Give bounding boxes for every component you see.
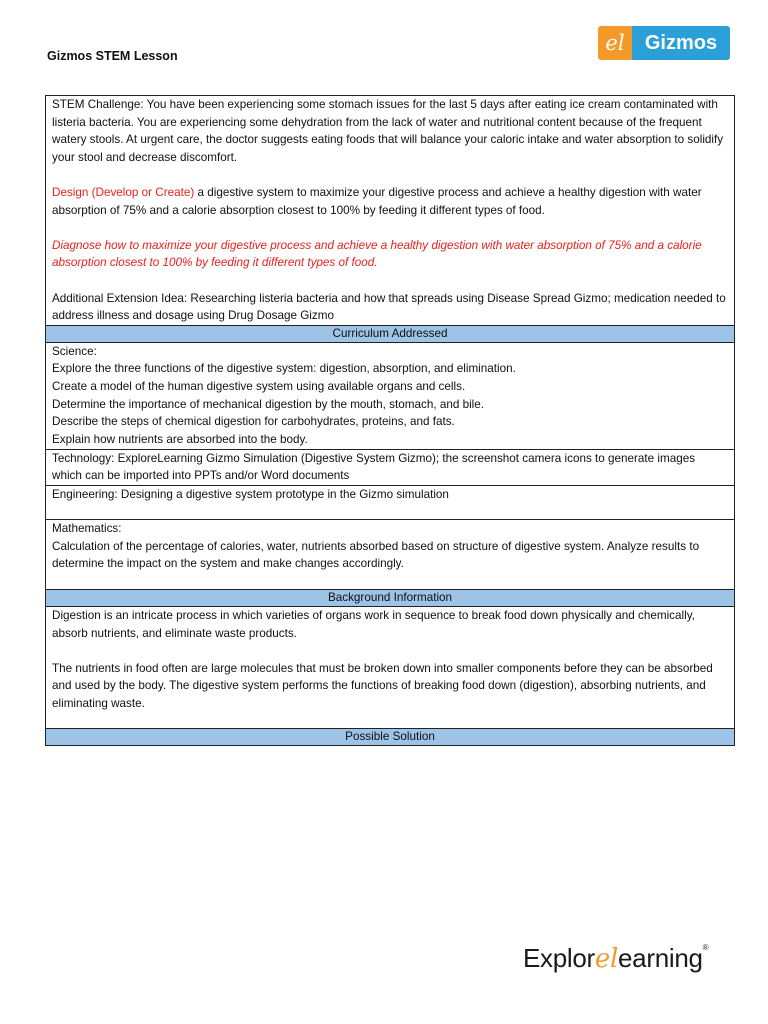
math-text: Calculation of the percentage of calories, water, nutrients absorbed based on structure of digestive system. Analyze results to determine the impact on the system and make changes accordingly. bbox=[52, 539, 700, 571]
background-row bbox=[46, 606, 735, 728]
lesson-table bbox=[45, 95, 735, 746]
science-item: Describe the steps of chemical digestion for carbohydrates, proteins, and fats. bbox=[52, 415, 455, 429]
science-label: Science: bbox=[52, 344, 97, 358]
diagnose-statement: Diagnose how to maximize your digestive process and achieve a healthy digestion with water absorption of 75% and a calorie absorption closest to 100% by feeding it different types of food. bbox=[52, 238, 702, 270]
logo-text-post: earning bbox=[618, 943, 703, 973]
gizmos-logo-text: Gizmos bbox=[632, 26, 730, 60]
challenge-row bbox=[46, 96, 735, 326]
math-label: Mathematics: bbox=[52, 521, 122, 535]
science-item: Determine the importance of mechanical digestion by the mouth, stomach, and bile. bbox=[52, 397, 485, 411]
technology-text: Technology: ExploreLearning Gizmo Simulation (Digestive System Gizmo); the screenshot camera icons to generate images which can be imported into PPTs and/or Word documents bbox=[52, 451, 696, 483]
engineering-text: Engineering: Designing a digestive system prototype in the Gizmo simulation bbox=[52, 487, 449, 501]
challenge-intro: STEM Challenge: You have been experiencing some stomach issues for the last 5 days after eating ice cream contaminated with listeria bacteria. You are experiencing some dehydration from the lack of water and nutritional content because of the frequent watery stools. At urgent care, the doctor suggests eating foods that will balance your caloric intake and water absorption to solidify your stool and decrease discomfort. bbox=[52, 98, 724, 164]
design-statement bbox=[52, 184, 728, 219]
logo-text-pre: Explor bbox=[523, 943, 595, 973]
technology-row bbox=[46, 449, 735, 485]
el-logo-icon: el bbox=[594, 944, 619, 974]
background-paragraph-1: Digestion is an intricate process in which varieties of organs work in sequence to break food down physically and chemically, absorb nutrients, and eliminate waste products. bbox=[52, 608, 695, 640]
trademark-symbol: ® bbox=[702, 943, 709, 952]
design-text: a digestive system to maximize your digestive process and achieve a healthy digestion with water absorption of 75% and a calorie absorption closest to 100% by feeding it different types of food. bbox=[52, 185, 702, 217]
background-heading: Background Information bbox=[46, 589, 735, 606]
mathematics-row bbox=[46, 519, 735, 589]
science-item: Explain how nutrients are absorbed into the body. bbox=[52, 432, 308, 446]
science-item: Explore the three functions of the digestive system: digestion, absorption, and elimination. bbox=[52, 362, 516, 376]
curriculum-heading: Curriculum Addressed bbox=[46, 325, 735, 342]
design-label: Design (Develop or Create) bbox=[52, 185, 195, 199]
el-logo-icon: el bbox=[598, 26, 632, 60]
background-paragraph-2: The nutrients in food often are large molecules that must be broken down into smaller components before they can be absorbed and used by the body. The digestive system performs the functions of breaking food down (digestion), absorbing nutrients, and eliminating waste. bbox=[52, 661, 713, 710]
extension-idea: Additional Extension Idea: Researching listeria bacteria and how that spreads using Disease Spread Gizmo; medication needed to address illness and dosage using Drug Dosage Gizmo bbox=[52, 291, 726, 323]
page-title: Gizmos STEM Lesson bbox=[47, 49, 178, 63]
science-row bbox=[46, 342, 735, 449]
solution-heading: Possible Solution bbox=[46, 728, 735, 745]
science-item: Create a model of the human digestive system using available organs and cells. bbox=[52, 379, 466, 393]
explorelearning-logo bbox=[523, 943, 708, 974]
gizmos-logo bbox=[598, 26, 730, 60]
engineering-row bbox=[46, 485, 735, 519]
